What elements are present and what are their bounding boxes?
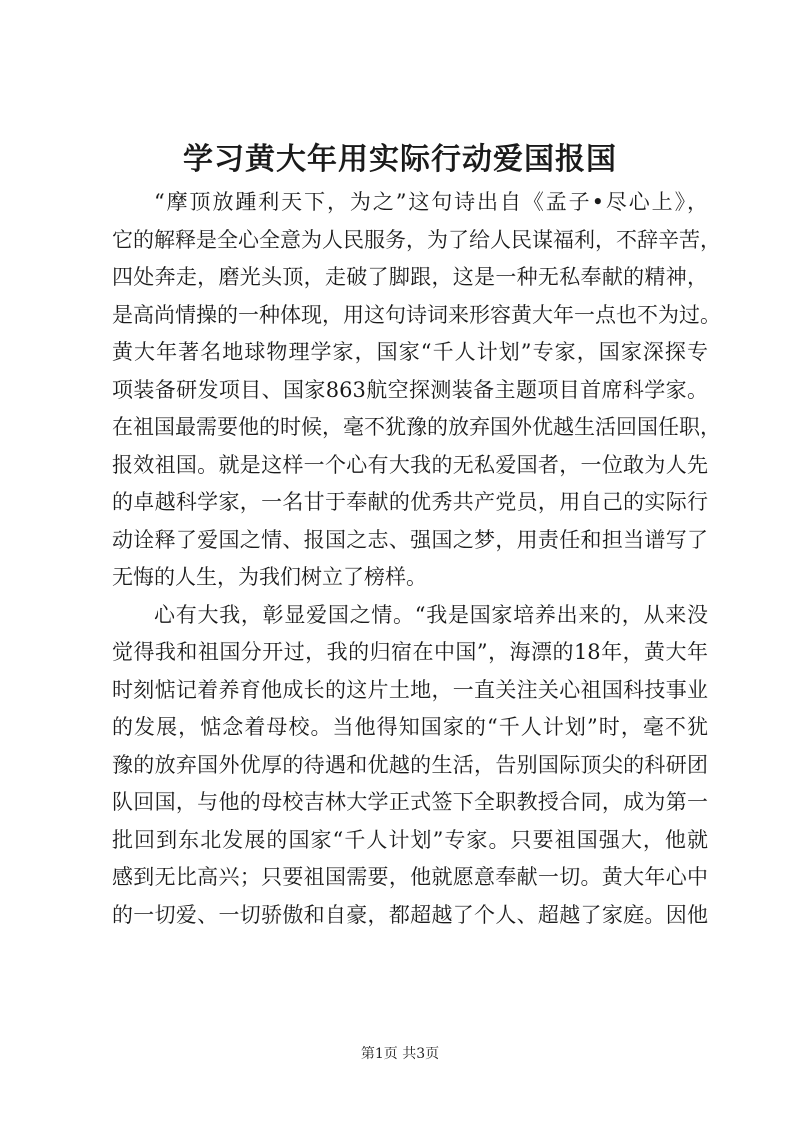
paragraph-1	[112, 184, 721, 597]
text-line: 批回到东北发展的国家“千人计划”专家。只要祖国强大，他就	[112, 827, 708, 852]
text-line: 是高尚情操的一种体现，用这句诗词来形容黄大年一点也不为过。	[112, 302, 721, 327]
text-line: 动诠释了爱国之情、报国之志、强国之梦，用责任和担当谱写了	[112, 527, 708, 552]
text-line: 四处奔走，磨光头顶，走破了脚跟，这是一种无私奉献的精神，	[112, 265, 708, 289]
text-line: 时刻惦记着养育他成长的这片土地，一直关注关心祖国科技事业	[112, 677, 708, 702]
text-line: 的卓越科学家，一名甘于奉献的优秀共产党员，用自己的实际行	[112, 490, 708, 514]
text-line: 的发展，惦念着母校。当他得知国家的“千人计划”时，毫不犹	[112, 715, 708, 739]
document-body	[112, 184, 721, 934]
text-line: 队回国，与他的母校吉林大学正式签下全职教授合同，成为第一	[112, 790, 708, 814]
page-number-footer: 第1页 共3页	[360, 1046, 440, 1062]
text-line: 它的解释是全心全意为人民服务，为了给人民谋福利，不辞辛苦，	[112, 227, 721, 252]
text-line: 在祖国最需要他的时候，毫不犹豫的放弃国外优越生活回国任职，	[112, 415, 721, 439]
text-line: 豫的放弃国外优厚的待遇和优越的生活，告别国际顶尖的科研团	[112, 752, 708, 777]
text-line: “摩顶放踵利天下，为之”这句诗出自《孟子•尽心上》，	[154, 190, 708, 214]
text-line: 黄大年著名地球物理学家，国家“千人计划”专家，国家深探专	[112, 340, 708, 364]
text-line: 觉得我和祖国分开过，我的归宿在中国”，海漂的18年，黄大年	[112, 640, 708, 664]
paragraph-2	[112, 597, 708, 935]
document-title: 学习黄大年用实际行动爱国报国	[183, 142, 617, 177]
text-line: 感到无比高兴；只要祖国需要，他就愿意奉献一切。黄大年心中	[112, 865, 708, 889]
text-line: 项装备研发项目、国家863航空探测装备主题项目首席科学家。	[112, 377, 708, 402]
text-line: 报效祖国。就是这样一个心有大我的无私爱国者，一位敢为人先	[112, 452, 708, 477]
text-line: 心有大我，彰显爱国之情。“我是国家培养出来的，从来没	[154, 602, 708, 627]
text-line: 无悔的人生，为我们树立了榜样。	[112, 565, 427, 589]
text-line: 的一切爱、一切骄傲和自豪，都超越了个人、超越了家庭。因他	[112, 902, 708, 927]
